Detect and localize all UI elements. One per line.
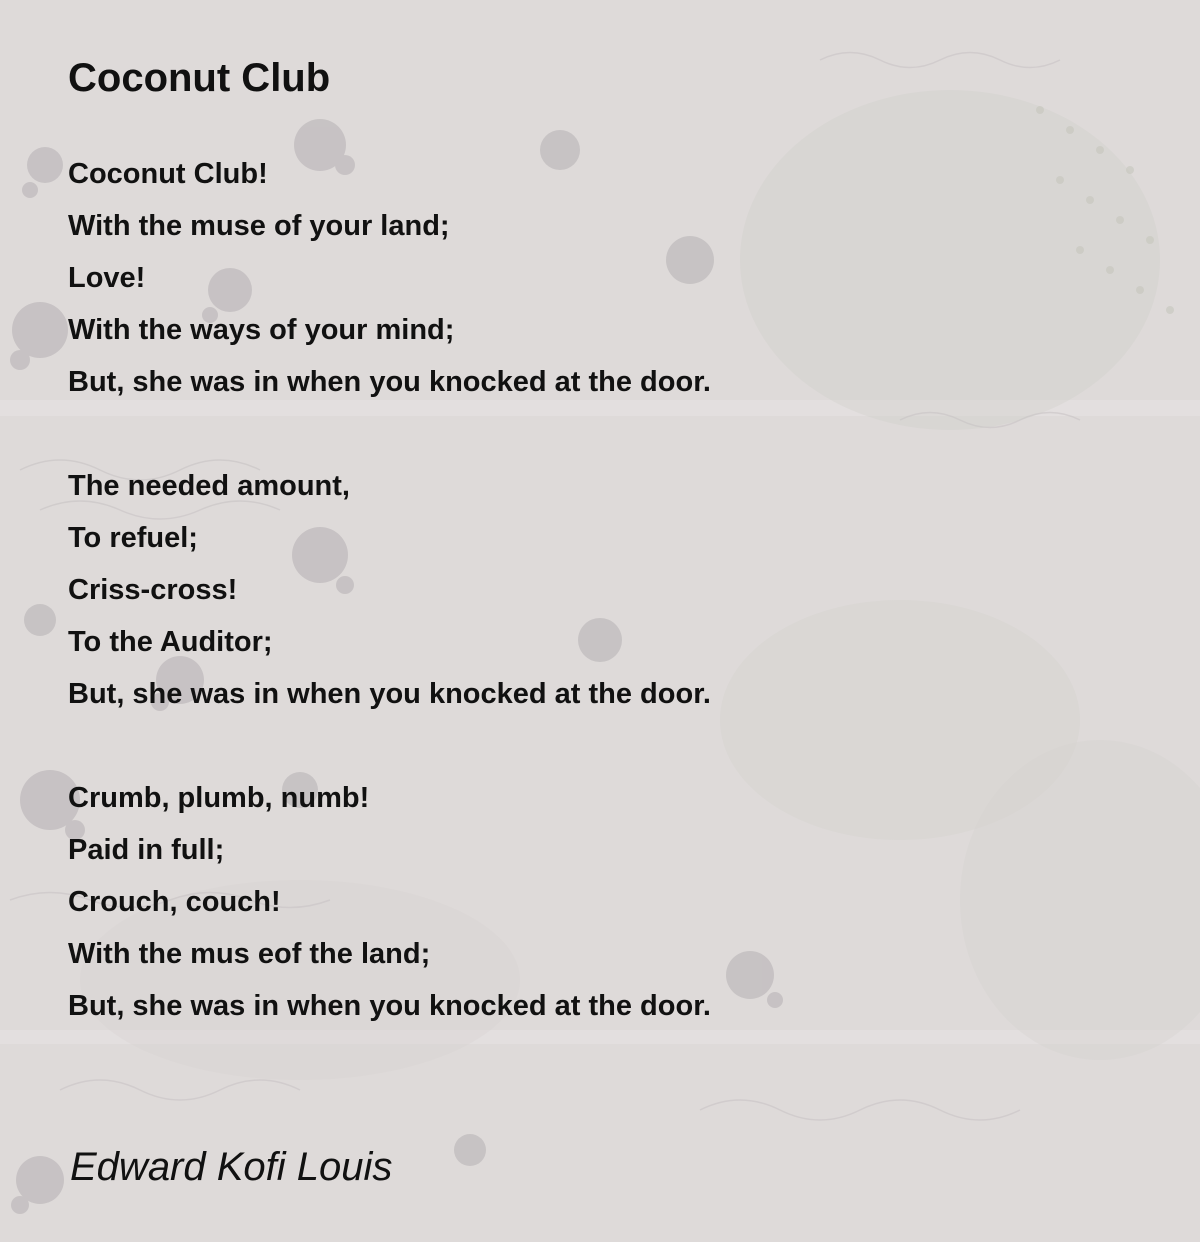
poem-line: But, she was in when you knocked at the door. xyxy=(68,366,711,398)
poem-line: With the mus eof the land; xyxy=(68,938,431,970)
poem-line: With the muse of your land; xyxy=(68,210,450,242)
stanza-1 xyxy=(68,148,711,408)
poem-line: Crouch, couch! xyxy=(68,886,281,918)
poem-author: Edward Kofi Louis xyxy=(70,1145,393,1189)
poem-line: With the ways of your mind; xyxy=(68,314,455,346)
poem-line: Coconut Club! xyxy=(68,158,268,190)
poem-line: The needed amount, xyxy=(68,470,350,502)
stanza-3 xyxy=(68,772,711,1032)
poem-line: But, she was in when you knocked at the door. xyxy=(68,990,711,1022)
stanza-2 xyxy=(68,460,711,720)
poem-line: Crumb, plumb, numb! xyxy=(68,782,370,814)
poem-line: Criss-cross! xyxy=(68,574,238,606)
poem-line: But, she was in when you knocked at the door. xyxy=(68,678,711,710)
poem-line: Paid in full; xyxy=(68,834,225,866)
poem-title: Coconut Club xyxy=(68,56,331,100)
poem-line: Love! xyxy=(68,262,146,294)
poem-line: To the Auditor; xyxy=(68,626,273,658)
poem-line: To refuel; xyxy=(68,522,198,554)
